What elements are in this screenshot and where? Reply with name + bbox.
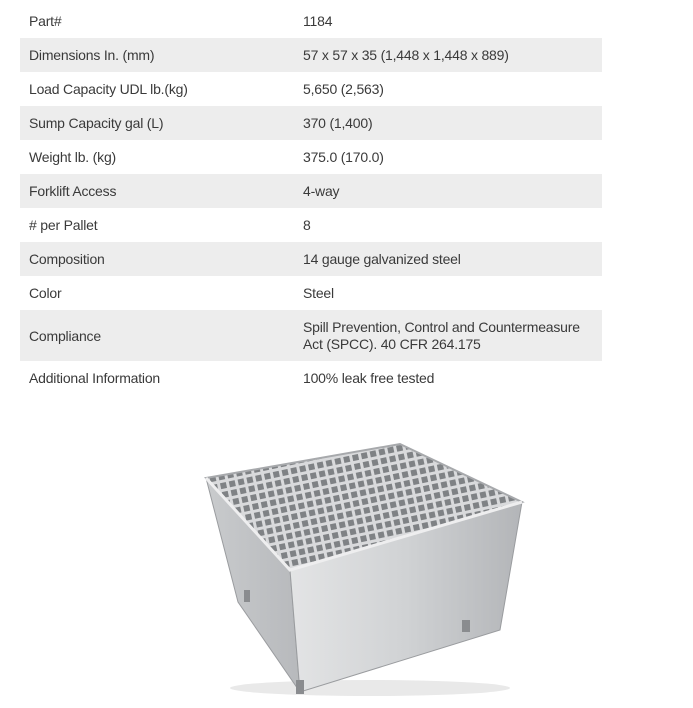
- spec-row-sump-capacity: [20, 106, 602, 140]
- spec-row-composition: [20, 242, 602, 276]
- spec-row-per-pallet: [20, 208, 602, 242]
- spec-value: 8: [303, 216, 311, 233]
- spec-value: Spill Prevention, Control and Countermeasure Act (SPCC). 40 CFR 264.175: [303, 318, 580, 352]
- shadow: [230, 680, 510, 696]
- pallet-foot: [244, 590, 250, 602]
- spec-value: 100% leak free tested: [303, 369, 435, 386]
- spec-value: 57 x 57 x 35 (1,448 x 1,448 x 889): [303, 46, 509, 63]
- spec-label: Composition: [29, 251, 105, 267]
- spec-label: # per Pallet: [29, 217, 98, 233]
- spec-value: 4-way: [303, 182, 340, 199]
- pallet-foot: [462, 620, 470, 632]
- spec-row-dimensions: [20, 38, 602, 72]
- spec-value: 375.0 (170.0): [303, 148, 384, 165]
- spec-label: Part#: [29, 13, 62, 29]
- spec-label: Additional Information: [29, 370, 161, 386]
- spec-label: Load Capacity UDL lb.(kg): [29, 81, 188, 97]
- spec-row-forklift-access: [20, 174, 602, 208]
- spec-row-weight: [20, 140, 602, 174]
- spec-value: Steel: [303, 284, 334, 301]
- spec-row-load-capacity: [20, 72, 602, 106]
- pallet-foot: [296, 680, 304, 694]
- spec-label: Color: [29, 285, 62, 301]
- spec-row-color: [20, 276, 602, 310]
- spec-row-part: [20, 4, 602, 38]
- spec-row-additional-info: [20, 361, 602, 395]
- spec-label: Forklift Access: [29, 183, 117, 199]
- spec-value: 14 gauge galvanized steel: [303, 250, 461, 267]
- spec-value: 5,650 (2,563): [303, 80, 384, 97]
- spec-label: Sump Capacity gal (L): [29, 115, 164, 131]
- spec-row-compliance: [20, 310, 602, 361]
- spec-label: Weight lb. (kg): [29, 149, 116, 165]
- spec-table: [20, 4, 602, 395]
- spec-label: Compliance: [29, 327, 101, 344]
- spec-label: Dimensions In. (mm): [29, 47, 155, 63]
- spec-value: 1184: [303, 12, 333, 29]
- spill-pallet-product-image: [200, 440, 530, 700]
- spec-value: 370 (1,400): [303, 114, 373, 131]
